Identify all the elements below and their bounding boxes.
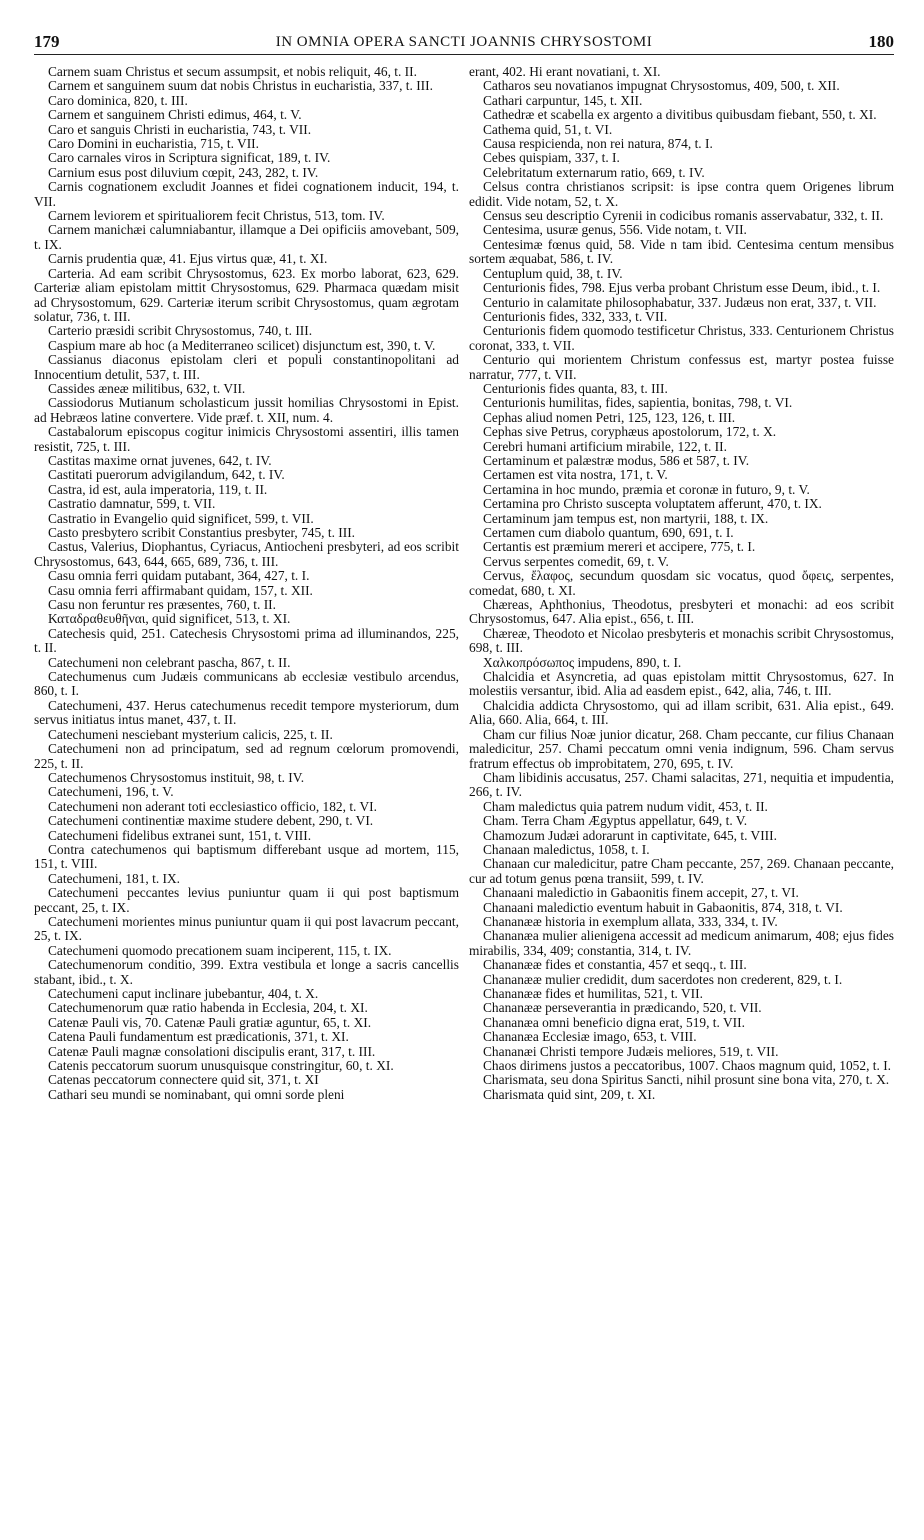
index-entry: Χαλκοπρόσωπος impudens, 890, t. I. <box>483 654 682 670</box>
index-entry: Castitati puerorum advigilandum, 642, t. IV. <box>48 467 285 483</box>
index-entry: Caro et sanguis Christi in eucharistia, 743, t. VII. <box>48 121 312 137</box>
index-entry: Certamina in hoc mundo, præmia et coronæ in futuro, 9, t. V. <box>483 481 810 497</box>
index-entry: Chananæa Ecclesiæ imago, 653, t. VIII. <box>483 1029 697 1045</box>
index-entry: Cathari seu mundi se nominabant, qui omni sorde pleni <box>48 1086 345 1102</box>
index-entry: Cephas sive Petrus, coryphæus apostolorum, 172, t. X. <box>483 424 777 440</box>
index-entry: Catechumenos Chrysostomus instituit, 98, t. IV. <box>48 769 305 785</box>
index-entry: Chalcidia addicta Chrysostomo, qui ad illam scribit, 631. Alia epist., 649. Alia, 660. Alia, 664, t. III. <box>469 697 894 728</box>
index-entry: Carnem suam Christus et secum assumpsit, et nobis reliquit, 46, t. II. <box>48 65 417 79</box>
index-entry: Cham maledictus quia patrem nudum vidit, 453, t. II. <box>483 798 768 814</box>
index-entry: Cathedræ et scabella ex argento a divitibus quibusdam fiebant, 550, t. XI. <box>483 107 877 123</box>
index-entry: Chananææ mulier credidit, dum sacerdotes non crederent, 829, t. I. <box>483 971 843 987</box>
index-entry: Castra, id est, aula imperatoria, 119, t. II. <box>48 481 268 497</box>
index-entry: Carteria. Ad eam scribit Chrysostomus, 623. Ex morbo laborat, 623, 629. Carteriæ aliam epistolam mittit Chrysostomus, 629. Pharmaca quædam misit ad Chrysostomum, 629. Carteriæ iterum scribit Chrysostomus, quam ægrotam solatur, 736, t. III. <box>34 265 459 324</box>
index-entry: Cham libidinis accusatus, 257. Chami salacitas, 271, nequitia et impudentia, 266, t. IV. <box>469 769 894 800</box>
index-entry: Carnem manichæi calumniabantur, illamque a Dei opificiis amovebant, 509, t. IX. <box>34 222 459 252</box>
index-entry: Catenæ Pauli magnæ consolationi discipulis erant, 317, t. III. <box>48 1043 376 1059</box>
index-entry: Centurionis humilitas, fides, sapientia, bonitas, 798, t. VI. <box>483 395 793 411</box>
index-entry: Chanaani maledictio eventum habuit in Gabaonitis, 874, 318, t. VI. <box>483 899 843 915</box>
index-entry: Certamina pro Christo suscepta voluptatem afferunt, 470, t. IX. <box>483 496 822 512</box>
index-entry: Charismata quid sint, 209, t. XI. <box>483 1086 656 1102</box>
index-entry: Castus, Valerius, Diophantus, Cyriacus, Antiocheni presbyteri, ad eos scribit Chrysostomus, 643, 644, 665, 689, 736, t. III. <box>34 539 459 569</box>
index-entry: Centesimæ fœnus quid, 58. Vide n tam ibid. Centesima centum mensibus sortem æquabat, 586, t. IV. <box>469 236 894 267</box>
index-entry: Certantis est præmium mereri et accipere, 775, t. I. <box>483 539 756 555</box>
index-entry: Casu omnia ferri affirmabant quidam, 157, t. XII. <box>48 582 313 598</box>
index-entry: Chananææ perseverantia in prædicando, 520, t. VII. <box>483 1000 762 1016</box>
index-entry: Cassides æneæ militibus, 632, t. VII. <box>48 380 246 396</box>
index-entry: Cham. Terra Cham Ægyptus appellatur, 649, t. V. <box>483 813 748 829</box>
index-entry: Chananææ fides et humilitas, 521, t. VII. <box>483 986 703 1001</box>
index-entry: Celsus contra christianos scripsit: is ipse contra quem Origenes librum edidit. Vide notam, 52, t. X. <box>469 179 894 209</box>
index-entry: Caro Domini in eucharistia, 715, t. VII. <box>48 136 259 152</box>
index-entry: Καταδραθευθῆναι, quid significet, 513, t. XI. <box>48 611 291 627</box>
index-entry: Catechumenorum conditio, 399. Extra vestibula et longe a sacris cancellis stabant, ibid., t. X. <box>34 957 459 987</box>
index-entry: Catechumeni peccantes levius puniuntur quam ii qui post baptismum peccant, 25, t. IX. <box>34 885 459 915</box>
index-entry: Casu non feruntur res præsentes, 760, t. II. <box>48 597 276 613</box>
index-entry: Certaminum et palæstræ modus, 586 et 587, t. IV. <box>483 452 750 468</box>
index-entry: Cathari carpuntur, 145, t. XII. <box>483 92 643 108</box>
index-entry: Castitas maxime ornat juvenes, 642, t. IV. <box>48 452 272 468</box>
index-entry: Caspium mare ab hoc (a Mediterraneo scilicet) disjunctum est, 390, t. V. <box>48 337 436 353</box>
index-entry: Catenæ Pauli vis, 70. Catenæ Pauli gratiæ aguntur, 65, t. XI. <box>48 1014 372 1030</box>
index-entry: Charismata, seu dona Spiritus Sancti, nihil prosunt sine bona vita, 270, t. X. <box>483 1072 890 1088</box>
index-entry: Certamen cum diabolo quantum, 690, 691, t. I. <box>483 525 734 540</box>
index-entry: Centesima, usuræ genus, 556. Vide notam, t. VII. <box>483 222 747 238</box>
index-entry: Catechumeni nesciebant mysterium calicis, 225, t. II. <box>48 726 333 742</box>
index-entry: Catechumeni morientes minus puniuntur quam ii qui post lavacrum peccant, 25, t. IX. <box>34 913 459 944</box>
index-entry: Chalcidia et Asyncretia, ad quas epistolam mittit Chrysostomus, 627. In molestiis versantur, ibid. Alia ad easdem epist., 642, alia, 746, t. III. <box>469 669 894 699</box>
index-entry: Chananææ historia in exemplum allata, 333, 334, t. IV. <box>483 913 778 929</box>
index-entry: Chæreæ, Theodoto et Nicolao presbyteris et monachis scribit Chrysostomus, 698, t. III. <box>469 625 894 656</box>
index-entry: Carnem et sanguinem suum dat nobis Christus in eucharistia, 337, t. III. <box>48 78 433 94</box>
index-entry: Catechumeni quomodo precationem suam inciperent, 115, t. IX. <box>48 942 392 958</box>
index-entry: Contra catechumenos qui baptismum differebant usque ad mortem, 115, 151, t. VIII. <box>34 841 459 872</box>
index-entry: Centurionis fides, 798. Ejus verba probant Christum esse Deum, ibid., t. I. <box>483 280 881 296</box>
index-entry: Catechumenorum quæ ratio habenda in Ecclesia, 204, t. XI. <box>48 1000 368 1016</box>
index-entry: Catechumeni, 181, t. IX. <box>48 870 181 886</box>
index-entry: Centurionis fides quanta, 83, t. III. <box>483 380 668 396</box>
index-columns <box>34 65 894 1102</box>
index-entry: Chanaani maledictio in Gabaonitis finem accepit, 27, t. VI. <box>483 885 799 901</box>
index-entry: Certaminum jam tempus est, non martyrii, 188, t. IX. <box>483 510 769 526</box>
index-entry: Centurio in calamitate philosophabatur, 337. Judæus non erat, 337, t. VII. <box>483 294 877 310</box>
index-entry: Casu omnia ferri quidam putabant, 364, 427, t. I. <box>48 568 310 584</box>
index-entry: Chananææ fides et constantia, 457 et seqq., t. III. <box>483 957 747 973</box>
index-entry: Catechumeni caput inclinare jubebantur, 404, t. X. <box>48 986 319 1001</box>
index-entry: Caro dominica, 820, t. III. <box>48 92 188 108</box>
index-entry: Carnem leviorem et spiritualiorem fecit Christus, 513, tom. IV. <box>48 208 385 224</box>
index-entry: Castratio in Evangelio quid significet, 599, t. VII. <box>48 510 314 526</box>
index-entry: Catharos seu novatianos impugnat Chrysostomus, 409, 500, t. XII. <box>483 78 840 94</box>
index-entry: Centurio qui morientem Christum confessus est, martyr postea fuisse narratur, 777, t. VII. <box>469 352 894 382</box>
index-entry: Celebritatum externarum ratio, 669, t. IV. <box>483 164 705 180</box>
index-entry: Chanaan cur maledicitur, patre Cham peccante, 257, 269. Chanaan peccante, cur ad totum genus pœna transiit, 599, t. IV. <box>469 856 894 886</box>
index-entry: Cephas aliud nomen Petri, 125, 123, 126, t. III. <box>483 409 736 425</box>
index-entry: Causa respicienda, non rei natura, 874, t. I. <box>483 136 713 152</box>
index-entry: Castratio damnatur, 599, t. VII. <box>48 496 216 512</box>
index-entry: Catenas peccatorum connectere quid sit, 371, t. XI <box>48 1072 319 1088</box>
page-number-left: 179 <box>34 32 60 51</box>
index-entry: Cebes quispiam, 337, t. I. <box>483 150 620 166</box>
index-entry: Chamozum Judæi adorarunt in captivitate, 645, t. VIII. <box>483 827 777 843</box>
index-entry: Cham cur filius Noæ junior dicatur, 268. Cham peccante, cur filius Chanaan maledicitur, 257. Chami peccatum omni venia indignum, 596. Cham servus fratrum effectus ob improbitatem, 270, 695, t. IV. <box>469 726 894 771</box>
right-column <box>469 65 894 1102</box>
index-entry: Cervus serpentes comedit, 69, t. V. <box>483 553 669 569</box>
index-entry: Chananæa omni beneficio digna erat, 519, t. VII. <box>483 1014 745 1030</box>
left-column <box>34 65 459 1102</box>
index-entry: Catechumeni continentiæ maxime studere debent, 290, t. VI. <box>48 813 374 829</box>
index-entry: Certamen est vita nostra, 171, t. V. <box>483 467 668 483</box>
index-entry: Chananæi Christi tempore Judæis meliores, 519, t. VII. <box>483 1043 779 1059</box>
index-entry: Catenis peccatorum suorum unusquisque constringitur, 60, t. XI. <box>48 1058 394 1074</box>
index-entry: Chanaan maledictus, 1058, t. I. <box>483 841 650 857</box>
index-entry: Chaos dirimens justos a peccatoribus, 1007. Chaos magnum quid, 1052, t. I. <box>483 1058 891 1074</box>
index-entry: Carnem et sanguinem Christi edimus, 464, t. V. <box>48 107 302 123</box>
running-title: IN OMNIA OPERA SANCTI JOANNIS CHRYSOSTOMI <box>275 34 653 50</box>
index-entry: Cervus, ἔλαφος, secundum quosdam sic vocatus, quod ὄφεις, serpentes, comedat, 680, t. XI. <box>469 568 894 598</box>
page-number-right: 180 <box>868 32 894 51</box>
index-entry: Casto presbytero scribit Constantius presbyter, 745, t. III. <box>48 525 356 540</box>
index-entry: Caro carnales viros in Scriptura significat, 189, t. IV. <box>48 150 331 166</box>
index-entry: Cassiodorus Mutianum scholasticum jussit homilias Chrysostomi in Epist. ad Hebræos latine convertere. Vide præf. t. XII, num. 4. <box>34 395 459 425</box>
index-entry: Cerebri humani artificium mirabile, 122, t. II. <box>483 438 727 454</box>
index-entry: Chæreas, Aphthonius, Theodotus, presbyteri et monachi: ad eos scribit Chrysostomus, 647. Alia epist., 656, t. III. <box>469 597 894 627</box>
index-entry: Cassianus diaconus epistolam cleri et populi constantinopolitani ad Innocentium detulit, 537, t. III. <box>34 352 459 382</box>
index-entry: Centuplum quid, 38, t. IV. <box>483 265 623 281</box>
index-entry: Catena Pauli fundamentum est prædicationis, 371, t. XI. <box>48 1029 349 1045</box>
index-entry: Cathema quid, 51, t. VI. <box>483 121 613 137</box>
index-entry: Centurionis fidem quomodo testificetur Christus, 333. Centurionem Christus coronat, 333, t. VII. <box>469 323 894 353</box>
index-entry: erant, 402. Hi erant novatiani, t. XI. <box>469 65 661 79</box>
index-entry: Carnis cognationem excludit Joannes et fidei cognationem inducit, 194, t. VII. <box>34 179 459 209</box>
index-entry: Catechumeni, 437. Herus catechumenus recedit tempore mysteriorum, dum servus initiatus intus manet, 437, t. II. <box>34 697 459 728</box>
index-entry: Carnium esus post diluvium cœpit, 243, 282, t. IV. <box>48 164 319 180</box>
index-entry: Catechumenus cum Judæis communicans ab ecclesiæ vestibulo arcendus, 860, t. I. <box>34 669 459 699</box>
index-entry: Chananæa mulier alienigena accessit ad medicum animarum, 408; ejus fides mirabilis, 334, 409; constantia, 314, t. IV. <box>469 928 894 958</box>
index-entry: Carterio præsidi scribit Chrysostomus, 740, t. III. <box>48 323 313 339</box>
index-entry: Carnis prudentia quæ, 41. Ejus virtus quæ, 41, t. XI. <box>48 251 328 267</box>
index-entry: Catechumeni non celebrant pascha, 867, t. II. <box>48 654 291 670</box>
index-entry: Catechumeni fidelibus extranei sunt, 151, t. VIII. <box>48 827 312 843</box>
index-entry: Catechumeni non ad principatum, sed ad regnum cœlorum promovendi, 225, t. II. <box>34 741 459 771</box>
running-header <box>34 28 894 55</box>
index-entry: Census seu descriptio Cyrenii in codicibus romanis asservabatur, 332, t. II. <box>483 208 884 224</box>
index-entry: Centurionis fides, 332, 333, t. VII. <box>483 308 668 324</box>
index-entry: Catechumeni non aderant toti ecclesiastico officio, 182, t. VI. <box>48 798 377 814</box>
index-entry: Castabalorum episcopus cogitur inimicis Chrysostomi assentiri, illis tamen resistit, 725, t. III. <box>34 424 459 454</box>
index-entry: Catechesis quid, 251. Catechesis Chrysostomi prima ad illuminandos, 225, t. II. <box>34 625 459 656</box>
index-entry: Catechumeni, 196, t. V. <box>48 784 174 800</box>
